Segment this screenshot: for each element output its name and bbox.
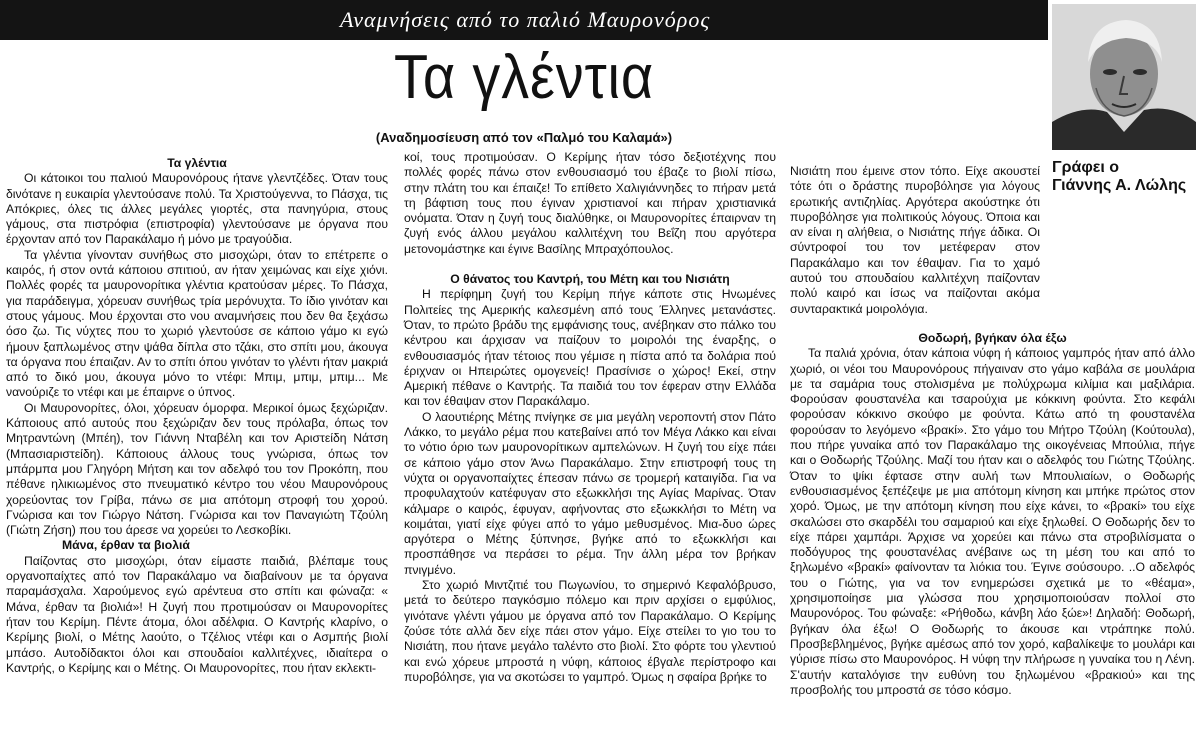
paragraph: Οι Μαυρονορίτες, όλοι, χόρευαν όμορφα. Μερικοί όμως ξεχώριζαν. Κάποιους από αυτούς που ξεχώριζαν δεν τους πρόλαβα, όπως τον Μητραντώνη (Μπέη), τον Γιάννη Νταβέλη και τον Αριστείδη Νάτση (Μπασιαριστείδη). Κάποιους άλλους τους γνώρισα, όπως τον μπάρμπα μου Γληγόρη Μήτση και τον αδελφό του τον Προκόπη, που πέθανε ηλικιωμένος στο πνευματικό κέντρο του νέου Μαυρονόρους χορεύοντας τον Γρίβα, πάνω σε μια απότομη στροφή του χορού. Γνώρισα και τον Γιώργο Νάτση. Γνώρισα και τον Παναγιώτη Τζούλη (Γιώτη Ζήση) που του άρεσε να χορεύει το Λεσκοβίκι. — [6, 400, 388, 538]
paragraph: Ο λαουτιέρης Μέτης πνίγηκε σε μια μεγάλη νεροποντή στον Πάτο Λάκκο, το μεγάλο ρέμα που κατεβαίνει από τον Μέγα Λάκκο και είναι το νότιο όριο των μαυρονορίτικων αμπελώνων. Η ζυγή του είχε πάει σε κάποιο γάμο στον Άνω Παρακάλαμο. Στην επιστροφή τους τη νύχτα οι οργανοπαίχτες έπεσαν πάνω σε τρομερή καταιγίδα. Για να προφυλαχτούν κατέφυγαν στο εξωκκλήσι της Αγίας Μαρίνας. Όταν κάλμαρε ο καιρός, έφυγαν, αφήνοντας στο εξωκκλήσι το Μέτη να κοιμάται, γιατί είχε φύγει από το γάμο μεθυσμένος. Μια-δυο ώρες αργότερα ο Μέτης ξύπνησε, βγήκε από το εξωκκλήσι και προσπάθησε να περάσει το ρέμα. Την άλλη μέρα τον βρήκαν πνιγμένο. — [404, 409, 776, 577]
article-subheadline: (Αναδημοσίευση από τον «Παλμό του Καλαμά») — [375, 130, 673, 145]
article-column-3 — [790, 164, 1195, 698]
paragraph: Στο χωριό Μιντζιτιέ του Πωγωνίου, το σημερινό Κεφαλόβρυσο, μετά το δεύτερο παγκόσμιο πόλεμο και πριν αρχίσει ο εμφύλιος, γινότανε γλέντι γάμου με όργανα από τον Παρακάλαμο. Ο Κερίμης ζούσε τότε αλλά δεν είχε πάει στον γάμο. Είχε στείλει το γιο του το Νισιάτη, που ήτανε μεγάλο ταλέντο στο βιολί. Στο φόρτε του γλεντιού και ενώ χόρευε μπροστά η νύφη, κάποιος έβγαλε περίστροφο και πυροβόλησε, για να σκοτώσει το γαμπρό. Όμως η σφαίρα βρήκε το — [404, 578, 776, 684]
paragraph: Τα παλιά χρόνια, όταν κάποια νύφη ή κάποιος γαμπρός ήταν από άλλο χωριό, οι νέοι του Μαυρονόρους πήγαιναν στο γάμο καβάλα σε μουλάρια με τα σαμάρια τους στολισμένα με πολύχρωμα κιλίμια και μαξιλάρια. Φορούσαν φουστανέλα και τσαρούχια με κόκκινη φούντα. Στο κεφάλι φορούσαν κόκκινο σκούφο με φούντα. Κάτω από τη φουστανέλα φορούσαν το λεγόμενο «βρακί». Στο γάμο του Μήτρο Τζούλη (Κούτουλα), που πήρε γυναίκα από τον Παρακάλαμο της οικογένειας Μπούλια, πήγε και ο Θοδωρής Τζούλης. Μαζί του ήταν και ο αδελφός του Γιώτης Τζούλης. Όταν το ψίκι έφτασε στην αυλή των Μπουλιαίων, ο Θοδωρής ενθουσιασμένος ξεπέζεψε με μια απότομη κίνηση και μπήκε πρώτος στον χορό. Όμως, με την απότομη κίνηση που είχε κάνει, το «βρακί» του είχε σκαλώσει στο σκαρδέλι του σαμαριού και είχε ξηλωθεί. Ο Θοδωρής δεν το είχε πάρει χαμπάρι. Άρχισε να χορεύει και πάνω στα στροβιλίσματα ο ποδόγυρος της φουστανέλας ανέβαινε ως τη μέση του και από το ξηλωμένο «βρακί» φαίνονταν τα λιόκια του. Έγινε σούσουρο. ..Ο αδελφός του ο Γιώτης, για να τον ενημερώσει σχετικά με το «θέαμα», χρησιμοποίησε μια γλώσσα που χρησιμοποιούσαν πολλοί στο Μαυρονόρος. Του φώναξε: «Ρήθοδω, κάνβη λάο ξώε»! Δηλαδή: Θοδωρή, βγήκαν όλα έξω! Ο Θοδωρής το άκουσε και ντράπηκε πολύ. Προσβεβλημένος, βγήκε αμέσως από τον χορό, καβαλίκεψε το μουλάρι και γύρισε πίσω στο Μαυρονόρος. Η νύφη την πλήρωσε η γυναίκα του η Λένη. Σ'αυτήν καταλόγισε την ευθύνη του ξηλωμένου «βρακιού» και της προσβολής του μπροστά σε τόσο κόσμο. — [790, 346, 1195, 697]
article-column-2 — [404, 150, 776, 685]
section-heading: Μάνα, έρθαν τα βιολιά — [62, 538, 190, 553]
byline-prefix: Γράφει ο — [1052, 159, 1120, 176]
section-banner — [0, 0, 1048, 40]
banner-title: Αναμνήσεις από το παλιό Μαυρονόρος — [340, 7, 711, 32]
byline-author: Γιάννης Α. Λώλης — [1052, 177, 1187, 194]
article-column-1 — [6, 156, 388, 676]
article-headline: Τα γλέντια — [393, 43, 654, 112]
section-heading: Τα γλέντια — [167, 156, 227, 170]
paragraph: Η περίφημη ζυγή του Κερίμη πήγε κάποτε στις Ηνωμένες Πολιτείες της Αμερικής καλεσμένη από τους Έλληνες μετανάστες. Όταν, το πρώτο βράδυ της εμφάνισης τους, ανέβηκαν στο πάλκο του κέντρου και άρχισαν να παίζουν το μοιρολόι της έναρξης, ο ενθουσιασμός ήταν τέτοιος που γέμισε η πίστα από τα δολάρια πού έριχναν οι Ηπειρώτες ομογενείς! Πρασίνισε ο χώρος! Εκεί, στην Αμερική πέθανε ο Καντρής. Τα παιδιά του τον έφεραν στην Ελλάδα και τον έθαψαν στον Παρακάλαμο. — [404, 287, 776, 409]
paragraph: Τα γλέντια γίνονταν συνήθως στο μισοχώρι, όταν το επέτρεπε ο καιρός, ή στον οντά κάποιου σπιτιού, αν ήταν χειμώνας και είχε χιόνι. Πολλές φορές τα μαυρονορίτικα γλέντια κρατούσαν μέρες. Το Πάσχα, για παράδειγμα, χόρευαν συνήθως τρία μερόνυχτα. Το ίδιο γινόταν και στους γάμους. Μου έρχονται στο νου αναμνήσεις που δεν θα ξεχάσω όσο ζω. Τις νύχτες που το χωριό γλεντούσε σε κάποιο γάμο κι εγώ ήμουν ξαπλωμένος στην ψάθα δίπλα στο τζάκι, στο σπίτι μου, άκουγα τα όργανα που έπαιζαν. Αν το σπίτι όπου γινόταν το γλέντι ήταν μακριά από το δικό μου, άκουγα μόνο το ντέφι: Μπιμ, μπιμ, μπιμ... Με νανούριζε το ντέφι και με έπαιρνε ο ύπνος. — [6, 247, 388, 400]
paragraph: κοί, τους προτιμούσαν. Ο Κερίμης ήταν τόσο δεξιοτέχνης που πολλές φορές πάνω στον ενθουσιασμό του έβαζε το βιολί πίσω, στην πλάτη του και έπαιζε! Το επίθετο Χαλιγιάννηδες το πήραν μετά τη βάφτιση τους που έγιναν χριστιανοί και πήραν χριστιανικά ονόματα. Όταν η ζυγή τους διαλύθηκε, οι Μαυρονορίτες έπαιρναν τη ζυγή ενός άλλου μεγάλου καλλιτέχνη του Βεΐζη που αργότερα μετονομάστηκε και έγινε Βασίλης Μπραχόπουλος. — [404, 150, 776, 256]
paragraph: Παίζοντας στο μισοχώρι, όταν είμαστε παιδιά, βλέπαμε τους οργανοπαίχτες από τον Παρακάλαμο να διαβαίνουν με τα όργανα παραμάσχαλα. Χαρούμενος εγώ αρέντευα στο σπίτι και φώναζα: « Μάνα, έρθαν τα βιολιά»! Η ζυγή που προτιμούσαν οι Μαυρονορίτες ήταν του Κερίμη. Πέντε άτομα, όλοι αδέλφια. Ο Καντρής κλαρίνο, ο Κερίμης βιολί, ο Μέτης λαούτο, ο Τζέλιος ντέφι και ο Ασμπής βιολί μπάσο. Αυτοδίδακτοι όλοι και σπουδαίοι καλλιτέχνες, ιδιαίτερα ο Καντρής, ο Κερίμης και ο Μέτης. Οι Μαυρονορίτες, που ήταν εκλεκτι- — [6, 553, 388, 675]
section-heading: Ο θάνατος του Καντρή, του Μέτη και του Νισιάτη — [450, 272, 730, 287]
paragraph: Νισιάτη που έμεινε στον τόπο. Είχε ακουστεί τότε ότι ο δράστης πυροβόλησε για λόγους ερωτικής αντιζηλίας. Αργότερα ακούστηκε ότι πυροβόλησε για πολιτικούς λόγους. Όποια και αν είναι η αλήθεια, ο Νισιάτης πήγε άδικα. Οι σύντροφοί του τον μετέφεραν στον Παρακάλαμο και τον έθαψαν. Για το χαμό αυτού του σπουδαίου καλλιτέχνη παίζονταν πολύ καιρό και ίσως να παίζονται ακόμα συνταρακτικά μοιρολόγια. — [790, 164, 1040, 316]
author-photo — [1052, 4, 1196, 150]
section-heading: Θοδωρή, βγήκαν όλα έξω — [918, 330, 1067, 345]
paragraph: Οι κάτοικοι του παλιού Μαυρονόρους ήτανε γλεντζέδες. Όταν τους δινότανε η ευκαιρία γλεντούσανε πολύ. Τα Χριστούγεννα, το Πάσχα, τις Απόκριες, όλες τις άλλες μεγάλες γιορτές, στα πανηγύρια, στους γάμους, στα πιστρόφια (επιστροφία) γλεντούσανε με όργανα που έρχονταν από τον Παρακάλαμο ή μόνο με τραγούδια. — [6, 171, 388, 247]
